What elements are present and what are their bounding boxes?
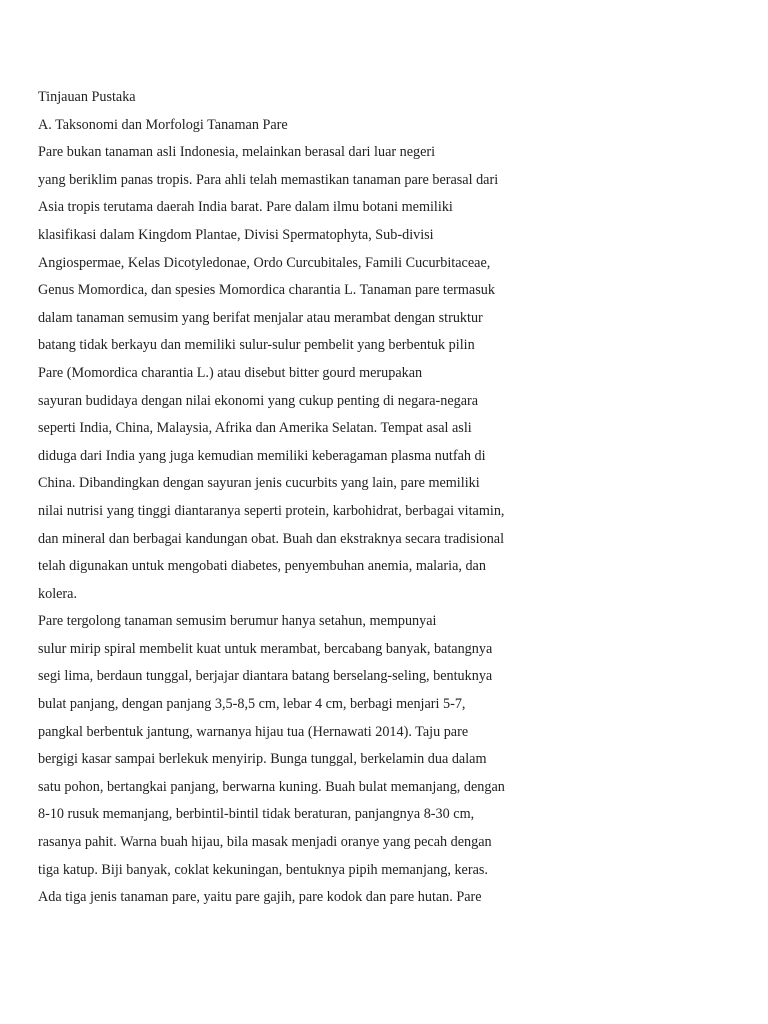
text-line: yang beriklim panas tropis. Para ahli telah memastikan tanaman pare berasal dari bbox=[38, 171, 499, 188]
text-line: dan mineral dan berbagai kandungan obat. Buah dan ekstraknya secara tradisional bbox=[38, 530, 505, 547]
text-line: Genus Momordica, dan spesies Momordica charantia L. Tanaman pare termasuk bbox=[38, 282, 495, 299]
section-heading: Tinjauan Pustaka bbox=[38, 89, 136, 105]
text-line: klasifikasi dalam Kingdom Plantae, Divisi Spermatophyta, Sub-divisi bbox=[38, 226, 434, 243]
text-line: China. Dibandingkan dengan sayuran jenis cucurbits yang lain, pare memiliki bbox=[38, 475, 480, 492]
text-line: pangkal berbentuk jantung, warnanya hijau tua (Hernawati 2014). Taju pare bbox=[38, 723, 469, 740]
text-line: sulur mirip spiral membelit kuat untuk merambat, bercabang banyak, batangnya bbox=[38, 640, 493, 657]
text-line: Angiospermae, Kelas Dicotyledonae, Ordo Curcubitales, Famili Cucurbitaceae, bbox=[38, 254, 491, 271]
text-line: segi lima, berdaun tunggal, berjajar diantara batang berselang-seling, bentuknya bbox=[38, 668, 493, 685]
text-line: satu pohon, bertangkai panjang, berwarna kuning. Buah bulat memanjang, dengan bbox=[38, 778, 505, 795]
text-line: dalam tanaman semusim yang berifat menjalar atau merambat dengan struktur bbox=[38, 309, 483, 326]
text-line: Pare (Momordica charantia L.) atau disebut bitter gourd merupakan bbox=[38, 364, 423, 381]
document-body bbox=[38, 84, 738, 912]
text-line: batang tidak berkayu dan memiliki sulur-sulur pembelit yang berbentuk pilin bbox=[38, 337, 475, 354]
subsection-heading: A. Taksonomi dan Morfologi Tanaman Pare bbox=[38, 116, 288, 133]
text-line: seperti India, China, Malaysia, Afrika dan Amerika Selatan. Tempat asal asli bbox=[38, 420, 472, 437]
text-line: sayuran budidaya dengan nilai ekonomi yang cukup penting di negara-negara bbox=[38, 392, 479, 409]
text-line: nilai nutrisi yang tinggi diantaranya seperti protein, karbohidrat, berbagai vitamin, bbox=[38, 502, 505, 519]
text-line: Pare bukan tanaman asli Indonesia, melainkan berasal dari luar negeri bbox=[38, 144, 436, 161]
text-line: kolera. bbox=[38, 585, 77, 602]
text-line: diduga dari India yang juga kemudian memiliki keberagaman plasma nutfah di bbox=[38, 447, 486, 464]
text-line: Ada tiga jenis tanaman pare, yaitu pare gajih, pare kodok dan pare hutan. Pare bbox=[38, 889, 482, 906]
text-line: telah digunakan untuk mengobati diabetes, penyembuhan anemia, malaria, dan bbox=[38, 558, 486, 575]
text-line: tiga katup. Biji banyak, coklat kekuningan, bentuknya pipih memanjang, keras. bbox=[38, 861, 488, 878]
text-line: bergigi kasar sampai berlekuk menyirip. Bunga tunggal, berkelamin dua dalam bbox=[38, 751, 487, 768]
text-line: bulat panjang, dengan panjang 3,5-8,5 cm, lebar 4 cm, berbagi menjari 5-7, bbox=[38, 696, 466, 713]
text-line: Asia tropis terutama daerah India barat. Pare dalam ilmu botani memiliki bbox=[38, 199, 453, 216]
text-line: Pare tergolong tanaman semusim berumur hanya setahun, mempunyai bbox=[38, 613, 437, 630]
text-line: rasanya pahit. Warna buah hijau, bila masak menjadi oranye yang pecah dengan bbox=[38, 834, 492, 851]
text-line: 8-10 rusuk memanjang, berbintil-bintil tidak beraturan, panjangnya 8-30 cm, bbox=[38, 806, 475, 823]
